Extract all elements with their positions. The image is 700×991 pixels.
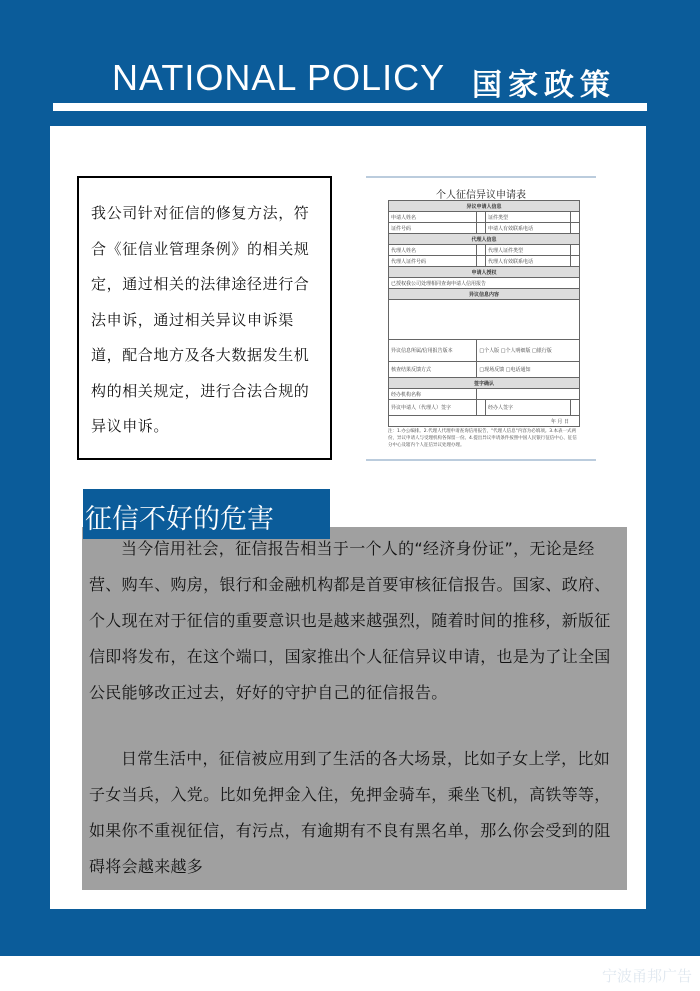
watermark-text: 宁波甬邦广告: [601, 967, 692, 985]
form-cell: 证件类型: [485, 212, 570, 223]
form-cell: 年 月 日: [389, 416, 580, 427]
form-cell: 申请人有效联系电话: [485, 223, 570, 234]
header-title-en: NATIONAL POLICY: [112, 57, 446, 98]
form-cell: □个人版 □个人明细版 □银行版: [477, 340, 580, 362]
form-cell: 经办机构名称: [389, 389, 477, 400]
footer-band: [0, 956, 700, 991]
form-cell: 申请人姓名: [389, 212, 477, 223]
form-cell: 证件号码: [389, 223, 477, 234]
header-title-cn: 国家政策: [472, 68, 616, 103]
form-notes: 注：1.办公编排。2.代理人代理申请查询信用报告，"代理人信息"内容为必填项。3.本表一式两份，异议申请人与受理机构各保留一份。4.提出异议申请条件按照中国人民银行征信中心、征信分中心及辖内个人征信异议处理办理。: [388, 429, 577, 448]
form-cell: 已授权我公司处理相同查询申请人信用报告: [389, 278, 580, 289]
form-cell: 经办人签字: [485, 400, 570, 416]
form-cell: □现场反馈 □电话通知: [477, 362, 580, 378]
form-section: 异议申请人信息: [389, 201, 580, 212]
section-title: 征信不好的危害: [83, 489, 330, 539]
form-cell: 异议申请人（代理人）签字: [389, 400, 477, 416]
body-paragraph-1: 当今信用社会，征信报告相当于一个人的“经济身份证”，无论是经营、购车、购房，银行和金融机构都是首要审核征信报告。国家、政府、个人现在对于征信的重要意识也是越来越强烈，随着时间的推移，新版征信即将发布，在这个端口，国家推出个人征信异议申请，也是为了让全国公民能够改正过去，好好的守护自己的征信报告。: [89, 539, 611, 702]
form-section: 签字确认: [389, 378, 580, 389]
form-section: 申请人授权: [389, 267, 580, 278]
intro-box: [77, 176, 332, 460]
form-cell: 异议信息所属/信用报告版本: [389, 340, 477, 362]
intro-text: 我公司针对征信的修复方法，符合《征信业管理条例》的相关规定，通过相关的法律途径进行合法申诉，通过相关异议申诉渠道，配合地方及各大数据发生机构的相关规定，进行合法合规的异议申诉。: [91, 204, 310, 435]
form-cell: 代理人证件号码: [389, 256, 477, 267]
form-cell: 代理人证件类型: [485, 245, 570, 256]
form-cell: 核查结果反馈方式: [389, 362, 477, 378]
body-paragraph-2: 日常生活中，征信被应用到了生活的各大场景，比如子女上学，比如子女当兵，入党。比如免押金入住，免押金骑车，乘坐飞机，高铁等等，如果你不重视征信，有污点，有逾期有不良有黑名单，那么你会受到的阻碍将会越来越多: [89, 749, 611, 876]
header-divider: [53, 103, 647, 111]
form-section: 代理人信息: [389, 234, 580, 245]
form-table: [388, 200, 580, 427]
form-title: 个人征信异议申请表: [436, 190, 526, 201]
application-form-image: [366, 176, 596, 461]
form-cell: 代理人有效联系电话: [485, 256, 570, 267]
form-section: 异议信息内容: [389, 289, 580, 300]
form-cell: 代理人姓名: [389, 245, 477, 256]
